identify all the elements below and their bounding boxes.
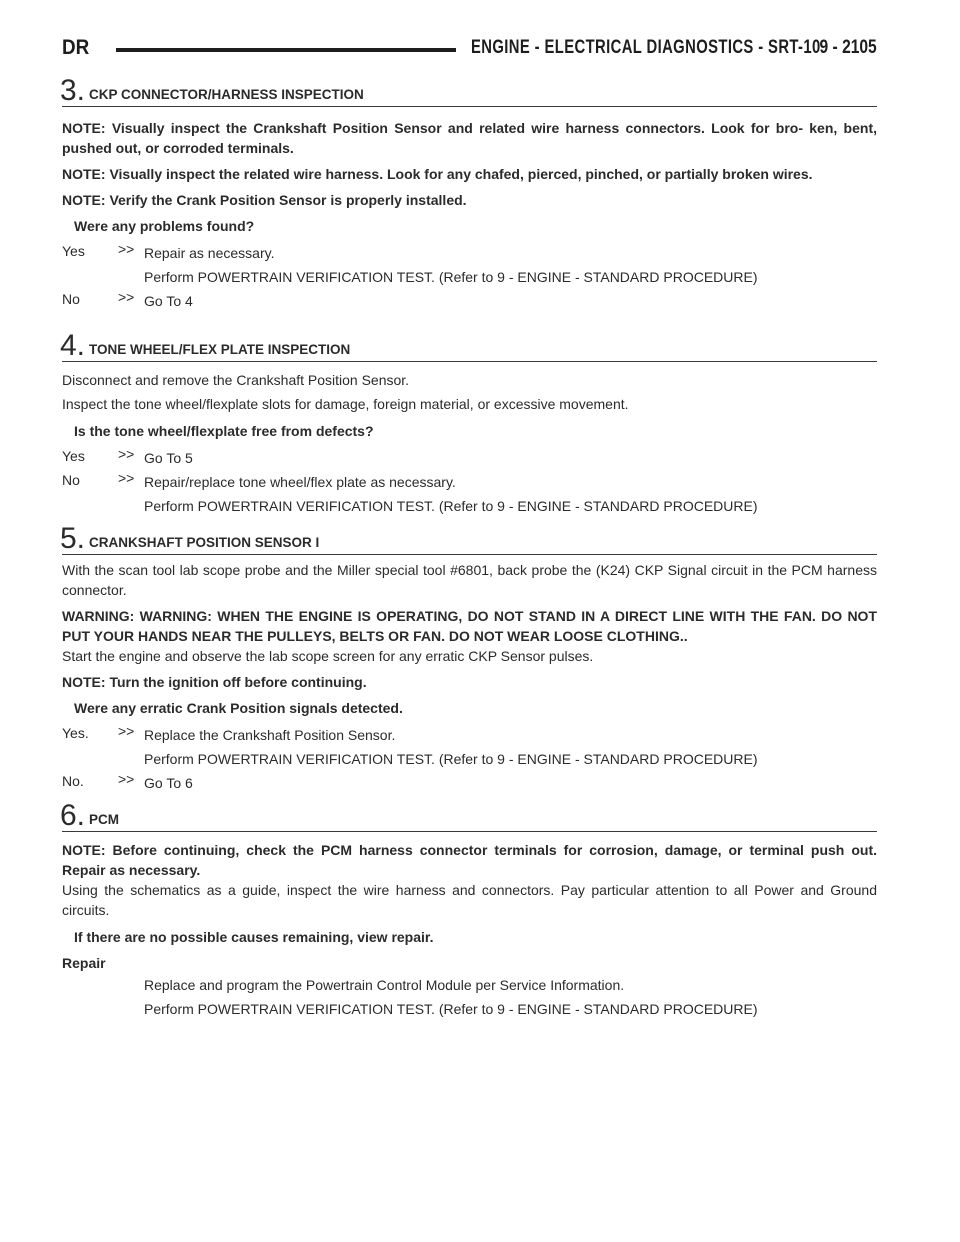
header-title: ENGINE - ELECTRICAL DIAGNOSTICS - SRT-10	[471, 37, 821, 58]
section-title: TONE WHEEL/FLEX PLATE INSPECTION	[89, 342, 351, 357]
section-heading	[60, 522, 877, 555]
answer-no	[62, 291, 877, 311]
section-5	[60, 522, 877, 793]
section-number: 3.	[60, 74, 86, 107]
repair-text: Perform POWERTRAIN VERIFICATION TEST. (Refer to 9 - ENGINE - STANDARD PROCEDURE)	[144, 1001, 758, 1017]
answer-yes	[62, 448, 877, 468]
section-title: CKP CONNECTOR/HARNESS INSPECTION	[89, 87, 364, 102]
section-heading	[60, 329, 877, 362]
answer-label: Yes.	[62, 725, 89, 741]
repair-label: Repair	[62, 955, 106, 971]
answer-no	[62, 472, 877, 516]
paragraph: Using the schematics as a guide, inspect the wire harness and connectors. Pay particular attention to all Power and Ground circuits.	[62, 882, 877, 918]
answer-text: Replace the Crankshaft Position Sensor.	[144, 727, 396, 743]
paragraph: Start the engine and observe the lab scope screen for any erratic CKP Sensor pulses.	[62, 648, 594, 664]
note: NOTE: Before continuing, check the PCM harness connector terminals for corrosion, damage, or terminal push out. Repair as necessary.	[62, 842, 877, 878]
arrow-glyph: >>	[118, 470, 135, 486]
repair-block	[62, 955, 877, 1019]
answer-label: Yes	[62, 448, 85, 464]
answer-label: No	[62, 291, 80, 307]
answer-yes	[62, 243, 877, 287]
answer-text: Perform POWERTRAIN VERIFICATION TEST. (Refer to 9 - ENGINE - STANDARD PROCEDURE)	[144, 269, 758, 285]
section-3	[60, 74, 877, 311]
arrow-glyph: >>	[118, 289, 135, 305]
section-heading	[60, 799, 877, 832]
answer-text: Perform POWERTRAIN VERIFICATION TEST. (Refer to 9 - ENGINE - STANDARD PROCEDURE)	[144, 498, 758, 514]
answer-text: Go To 5	[144, 450, 193, 466]
answer-text: Repair as necessary.	[144, 245, 275, 261]
question: Were any erratic Crank Position signals detected.	[74, 700, 403, 716]
note: NOTE: Turn the ignition off before continuing.	[62, 674, 367, 690]
note: NOTE: Visually inspect the related wire harness. Look for any chafed, pierced, pinched, or partially broken wires.	[62, 166, 813, 182]
question: Were any problems found?	[74, 218, 255, 234]
answer-text: Go To 4	[144, 293, 193, 309]
answer-text: Go To 6	[144, 775, 193, 791]
repair-text: Replace and program the Powertrain Control Module per Service Information.	[144, 977, 625, 993]
answer-label: No	[62, 472, 80, 488]
section-number: 5.	[60, 522, 86, 555]
section-title: PCM	[89, 812, 119, 827]
section-number: 4.	[60, 329, 86, 362]
answer-label: Yes	[62, 243, 85, 259]
arrow-glyph: >>	[118, 771, 135, 787]
note: NOTE: Visually inspect the Crankshaft Position Sensor and related wire harness connectors. Look for bro- ken, bent, pushed out, or corroded terminals.	[62, 120, 877, 156]
section-6	[60, 799, 877, 1019]
arrow-glyph: >>	[118, 446, 135, 462]
section-number: 6.	[60, 799, 86, 832]
answer-text: Perform POWERTRAIN VERIFICATION TEST. (Refer to 9 - ENGINE - STANDARD PROCEDURE)	[144, 751, 758, 767]
header-model-code: DR	[62, 36, 90, 59]
question: If there are no possible causes remaining, view repair.	[74, 929, 434, 945]
arrow-glyph: >>	[118, 241, 135, 257]
answer-label: No.	[62, 773, 84, 789]
arrow-glyph: >>	[118, 723, 135, 739]
paragraph: Inspect the tone wheel/flexplate slots for damage, foreign material, or excessive movement.	[62, 396, 629, 412]
header-rule	[116, 48, 456, 52]
warning: WARNING: WARNING: WHEN THE ENGINE IS OPERATING, DO NOT STAND IN A DIRECT LINE WITH THE FAN. DO NOT PUT YOUR HANDS NEAR THE PULLEYS, BELTS OR FAN. DO NOT WEAR LOOSE CLOTHING..	[62, 608, 877, 644]
paragraph: With the scan tool lab scope probe and the Miller special tool #6801, back probe the (K24) CKP Signal circuit in the PCM harness connector.	[62, 562, 877, 598]
section-4	[60, 329, 877, 516]
note: NOTE: Verify the Crank Position Sensor is properly installed.	[62, 192, 467, 208]
answer-text: Repair/replace tone wheel/flex plate as necessary.	[144, 474, 456, 490]
page-header	[62, 36, 877, 66]
question: Is the tone wheel/flexplate free from defects?	[74, 423, 374, 439]
section-heading	[60, 74, 877, 107]
paragraph: Disconnect and remove the Crankshaft Position Sensor.	[62, 372, 410, 388]
header-page-number: 9 - 2105	[819, 37, 877, 58]
section-title: CRANKSHAFT POSITION SENSOR I	[89, 535, 320, 550]
answer-yes	[62, 725, 877, 769]
answer-no	[62, 773, 877, 793]
